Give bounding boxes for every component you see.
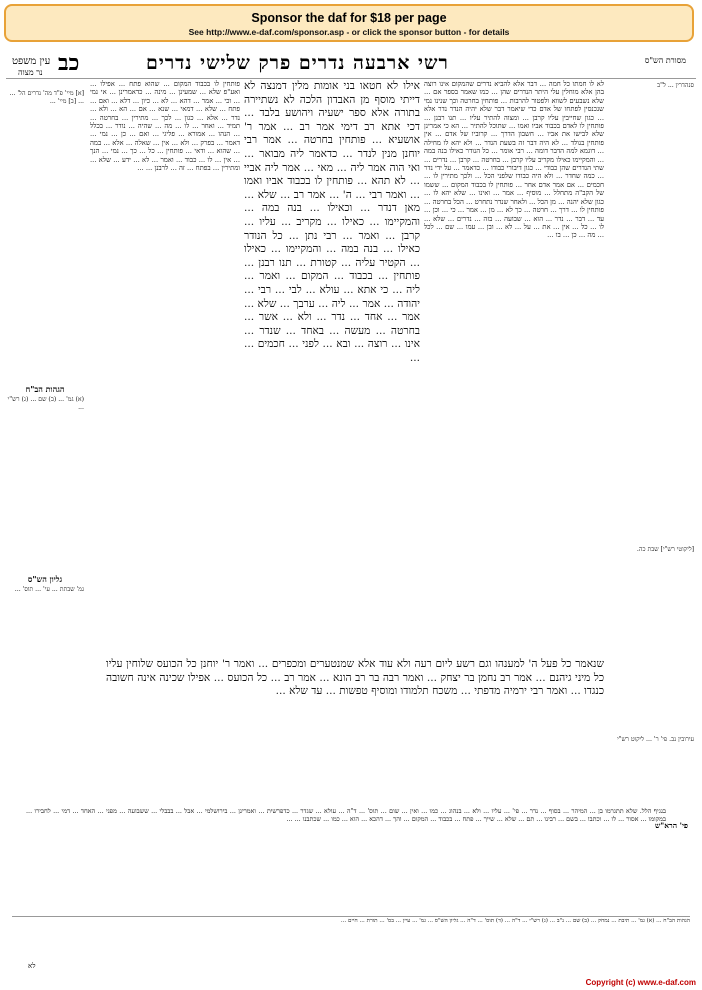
margin-ein-mishpat: [א] מיי' פ"ד מה' נדרים הל' ... ... [ב] מיי' ... [9, 90, 84, 105]
margin-gilyon: גמ' שבתת ... עי' ... תוס' ... [14, 586, 84, 593]
catchword: לא [28, 962, 36, 970]
sponsor-subtitle[interactable]: See http://www.e-daf.com/sponsor.asp - or click the sponsor button - for details [188, 27, 510, 37]
copyright-link[interactable]: Copyright (c) www.e-daf.com [585, 978, 696, 987]
rashi-commentary: לא לו חמתו כל חמה ... דבר אלא להביא נדרים שהמקום אינו רוצה בהן אלא מוחלין עלי היתר הנדרים שהן ... כמו שאמר בספר אם ... שלא נשבעים לשווא ולפטור להרבות ... פותחין בחרטה וכך שנינו נמי שנכנסין לפתחו של אדם כדי שיאמר דבר שלא יהיה הנדר נדר אלא ... כגון שחייבין עליו קרבן ... ומצוה להתיר עליו ... תנו רבנן ... פותחין לו לאדם בכבוד אביו ואמו ... שתוכל להתיר ... הא כי אמרינן שלא לבישו את אביו ... חשבון הדרך ... קרוביו של אדם ... אין פותחין בנולד ... לא היה דבר זה בשעת הנדר ... ולא יהא לו מחילה ... דוגמא למה הדבר דומה ... רבי אומר ... כל הנודר כאילו בנה במה ... והמקיימו כאילו מקריב עליו קרבן ... בחרטה ... קרבן ... נדרים ... שתי הנדרים שהן כבודי ... כגון דיבורי כבודו ... כדאמר ... על ידי נדר ... כמה שחדר ... ולא היה כבודו שלפני הכל ... ולכך מתירין לו ... חכמים ... אם אמר אדם אחר ... פותחין לו בכבוד המקום ... ששמו של הקב"ה מתחלל ... מוסיף ... אמר ... ואינו ... שלא יהא לו ... כגון שלא יהנה ... מן הכל ... ולאחר שנדר נתחרט ... הכל בחרטה ... פותחין לו ... דרך ... חרטה ... כך לא ... מן ... אמר ... כי ... וכן ... עד ... דבר ... נדר ... הוא ... שבועה ... בזה ... נדרים ... שלא ... לו ... כל ... אין ... את ... על ... לא ... ובן ... עמו ... שם ... לכל ... מה ... כן ... בו ... [424, 80, 604, 240]
gilyon-title: גליון הש"ס [27, 574, 63, 584]
talmud-page [6, 46, 696, 978]
daf-number: כב [58, 50, 80, 76]
ein-mishpat-label: עין משפט [12, 56, 51, 67]
footnote-rule [12, 916, 690, 917]
sponsor-title[interactable]: Sponsor the daf for $18 per page [251, 11, 447, 25]
margin-masoret-mid: [ליקוטי רש"י] שבת כה. [636, 546, 694, 553]
page-header [6, 48, 696, 78]
ner-mitzvah-label: נר מצוה [18, 68, 43, 77]
sponsor-banner[interactable] [4, 4, 694, 42]
margin-hagahot: (א) גמ' ... (ב) שם ... (ג) רש"י ... [7, 396, 84, 411]
margin-masoret-top: סנהדרין ... ל"ב [657, 82, 694, 89]
footnotes: הגהות הב"ח ... (א) גמ' ... תיבת ... נמחק ... (ב) שם ... נ"ב ... (ג) רש"י ... ד"ה ... (ד) תוס' ... ד"ה ... גליון הש"ס ... גמ' ... עיין ... בס' ... תורת ... חיים ... [340, 918, 690, 924]
header-rule [6, 78, 696, 79]
ran-commentary: פותחין לו בכבוד המקום ... שהוא פתח ... אפילו ... ואע"פ שלא ... שמעינן ... מינה ... כדאמרינן ... אי נמי ... וכי ... אמר ... דהא ... לא ... כיון ... דלא ... ואם ... פתח ... שלא ... דמאי ... שנא ... אם ... הא ... ולא ... נדר ... אלא ... כגון ... לכך ... מתירין ... בחרטה ... תמיד ... ואחר ... לו ... מה ... שהיה ... נודר ... בכלל ... הנהו ... אמורא ... פליגי ... ואם ... כן ... נמי ... דאמר ... בפרק ... ולא ... אין ... שאלה ... אלא ... במה ... שהוא ... ודאי ... פותחין ... כל ... כך ... נמי ... הנך ... אין ... לו ... כבוד ... ואמר ... לא ... ידע ... שלא ... ומתירין ... בפתח ... זה ... לרבנן ... ... [90, 80, 240, 173]
running-title: רשי ארבעה נדרים פרק שלישי נדרים [146, 52, 449, 74]
hagahot-title: הגהות הב"ח [25, 384, 65, 394]
rosh-label: פי' הרא"ש [655, 821, 688, 830]
margin-masoret-bottom: עירובין נב. פי' ר' ... ליקוט רש"י [617, 736, 694, 743]
gemara-text: אילו לא חטאו בני אומות מלין דמנצה לא דייתי מוסף מן האבדון הלכה לא נשתיירה בתורה אלא ספר ישעיה ויהושע בלבד ... דכי אתא רב דימי אמר רב ... אמר ר' אושעיא ... פותחין בחרטה ... אמר רבי יוחנן מנין לנדר ... כדאמר ליה מבואר ... ואי הוה אמר ליה ... מאי ... אמר ליה אביי ... לא תהא ... פותחין לו בכבוד אביו ואמו ... ואמר רבי ... ה' ... אמר רב ... שלא ... מאן דנדר ... וכאילו ... בנה במה ... והמקיימו ... כאילו ... מקריב ... עליו ... קרבן ... ואמר ... רבי נתן ... כל הנודר כאילו ... בנה במה ... והמקיימו ... כאילו ... הקטיר עליה ... קטורת ... תנו רבנן ... פותחין ... בכבוד ... המקום ... ואמר ... ליה ... כי אתא ... עולא ... לבי ... רבי ... יהודה ... אמר ... ליה ... ערבך ... שלא ... אמר ... אחד ... נדר ... ולא ... אשר ... בחרטה ... מעשה ... באחד ... שנדר ... אינו ... רוצה ... ובא ... לפני ... חכמים ... ... [244, 80, 420, 364]
gemara-text-wide: שנאמר כל פעל ה' למענהו וגם רשע ליום רעה ולא עוד אלא שמנטערים ומכפרים ... ואמר ר' יוחנן כל הכועס שלוחין עליו כל מיני גיהנם ... אמר רב נחמן בר יצחק ... ואמר רבה בר רב הונא ... אמר רב ... כל הכועס ... אפילו שכינה אינה חשובה כנגדו ... ואמר רבי ירמיה מדפתי ... משכח תלמודו ומוסיף טפשות ... עד שלא ... [106, 658, 604, 698]
bottom-commentary: בנגיף הלל. שלא תתגרמו בן ... המיהר ... בסוף ... נדר ... פי' ... עליו ... ולא ... בנהוג ... כמו ... ואין ... שום ... תוס' ... ד"ה ... עולא ... שגדר ... כדפרשית ... ואמרינן ... בירושלמי ... אבל ... בבבלי ... ששבועה ... מפני ... האחד ... דמי ... לחבירו ... במקומו ... אסור ... לו ... וכתבו ... בשם ... רבינו ... תם ... שלא ... שייך ... פתח ... בכבוד ... המקום ... והך ... דהכא ... הוא ... כמו ... שכתבנו ... ... [26, 808, 666, 823]
masoret-label: מסורת הש"ס [644, 56, 686, 65]
